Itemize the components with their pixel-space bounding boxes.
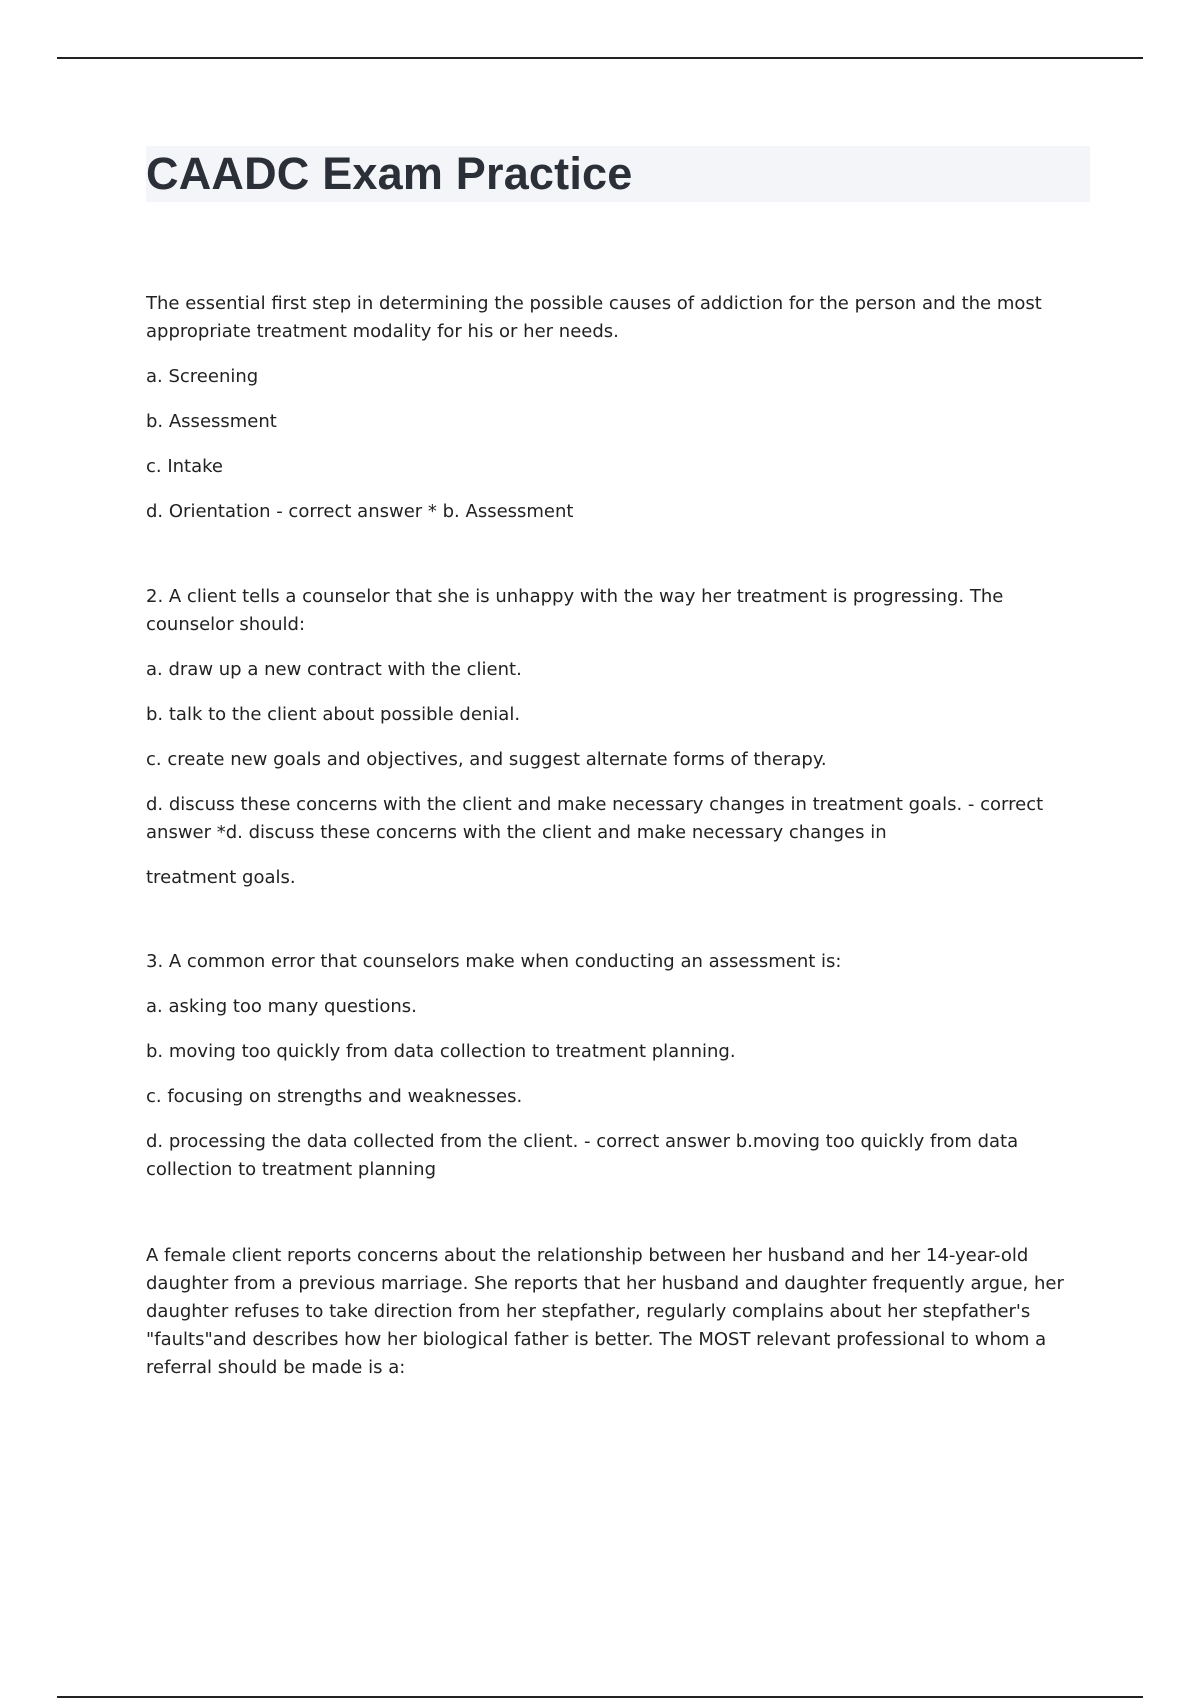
answer-continuation: treatment goals.: [146, 867, 296, 888]
answer-option-c: c. create new goals and objectives, and suggest alternate forms of therapy.: [146, 749, 827, 770]
answer-option-a: a. asking too many questions.: [146, 996, 417, 1017]
answer-option-d: d. Orientation - correct answer * b. Assessment: [146, 501, 574, 522]
question-2: [146, 583, 1096, 892]
answer-option-b: b. talk to the client about possible denial.: [146, 704, 521, 725]
answer-option-c: c. Intake: [146, 456, 224, 477]
question-1: [146, 290, 1096, 526]
answer-option-a: a. Screening: [146, 366, 259, 387]
question-stem: A female client reports concerns about the relationship between her husband and her 14-year-old daughter from a previous marriage. She reports that her husband and daughter frequently argue, her daughter refuses to take direction from her stepfather, regularly complains about her stepfather's "faults"and describes how her biological father is better. The MOST relevant professional to whom a referral should be made is a:: [146, 1245, 1064, 1378]
question-3: [146, 948, 1096, 1184]
document-body: [146, 290, 1096, 1440]
question-4: [146, 1242, 1096, 1382]
answer-option-b: b. Assessment: [146, 411, 277, 432]
answer-option-a: a. draw up a new contract with the client.: [146, 659, 522, 680]
document-title: CAADC Exam Practice: [146, 148, 633, 199]
question-stem: 2. A client tells a counselor that she is unhappy with the way her treatment is progressing. The counselor should:: [146, 586, 1004, 635]
header-rule: [57, 57, 1143, 59]
footer-rule: [57, 1696, 1143, 1698]
question-stem: The essential first step in determining the possible causes of addiction for the person and the most appropriate treatment modality for his or her needs.: [146, 293, 1042, 342]
answer-option-d: d. discuss these concerns with the client and make necessary changes in treatment goals. - correct answer *d. discuss these concerns with the client and make necessary changes in: [146, 794, 1044, 843]
answer-option-c: c. focusing on strengths and weaknesses.: [146, 1086, 523, 1107]
answer-option-d: d. processing the data collected from the client. - correct answer b.moving too quickly from data collection to treatment planning: [146, 1131, 1019, 1180]
question-stem: 3. A common error that counselors make when conducting an assessment is:: [146, 951, 842, 972]
answer-option-b: b. moving too quickly from data collection to treatment planning.: [146, 1041, 736, 1062]
